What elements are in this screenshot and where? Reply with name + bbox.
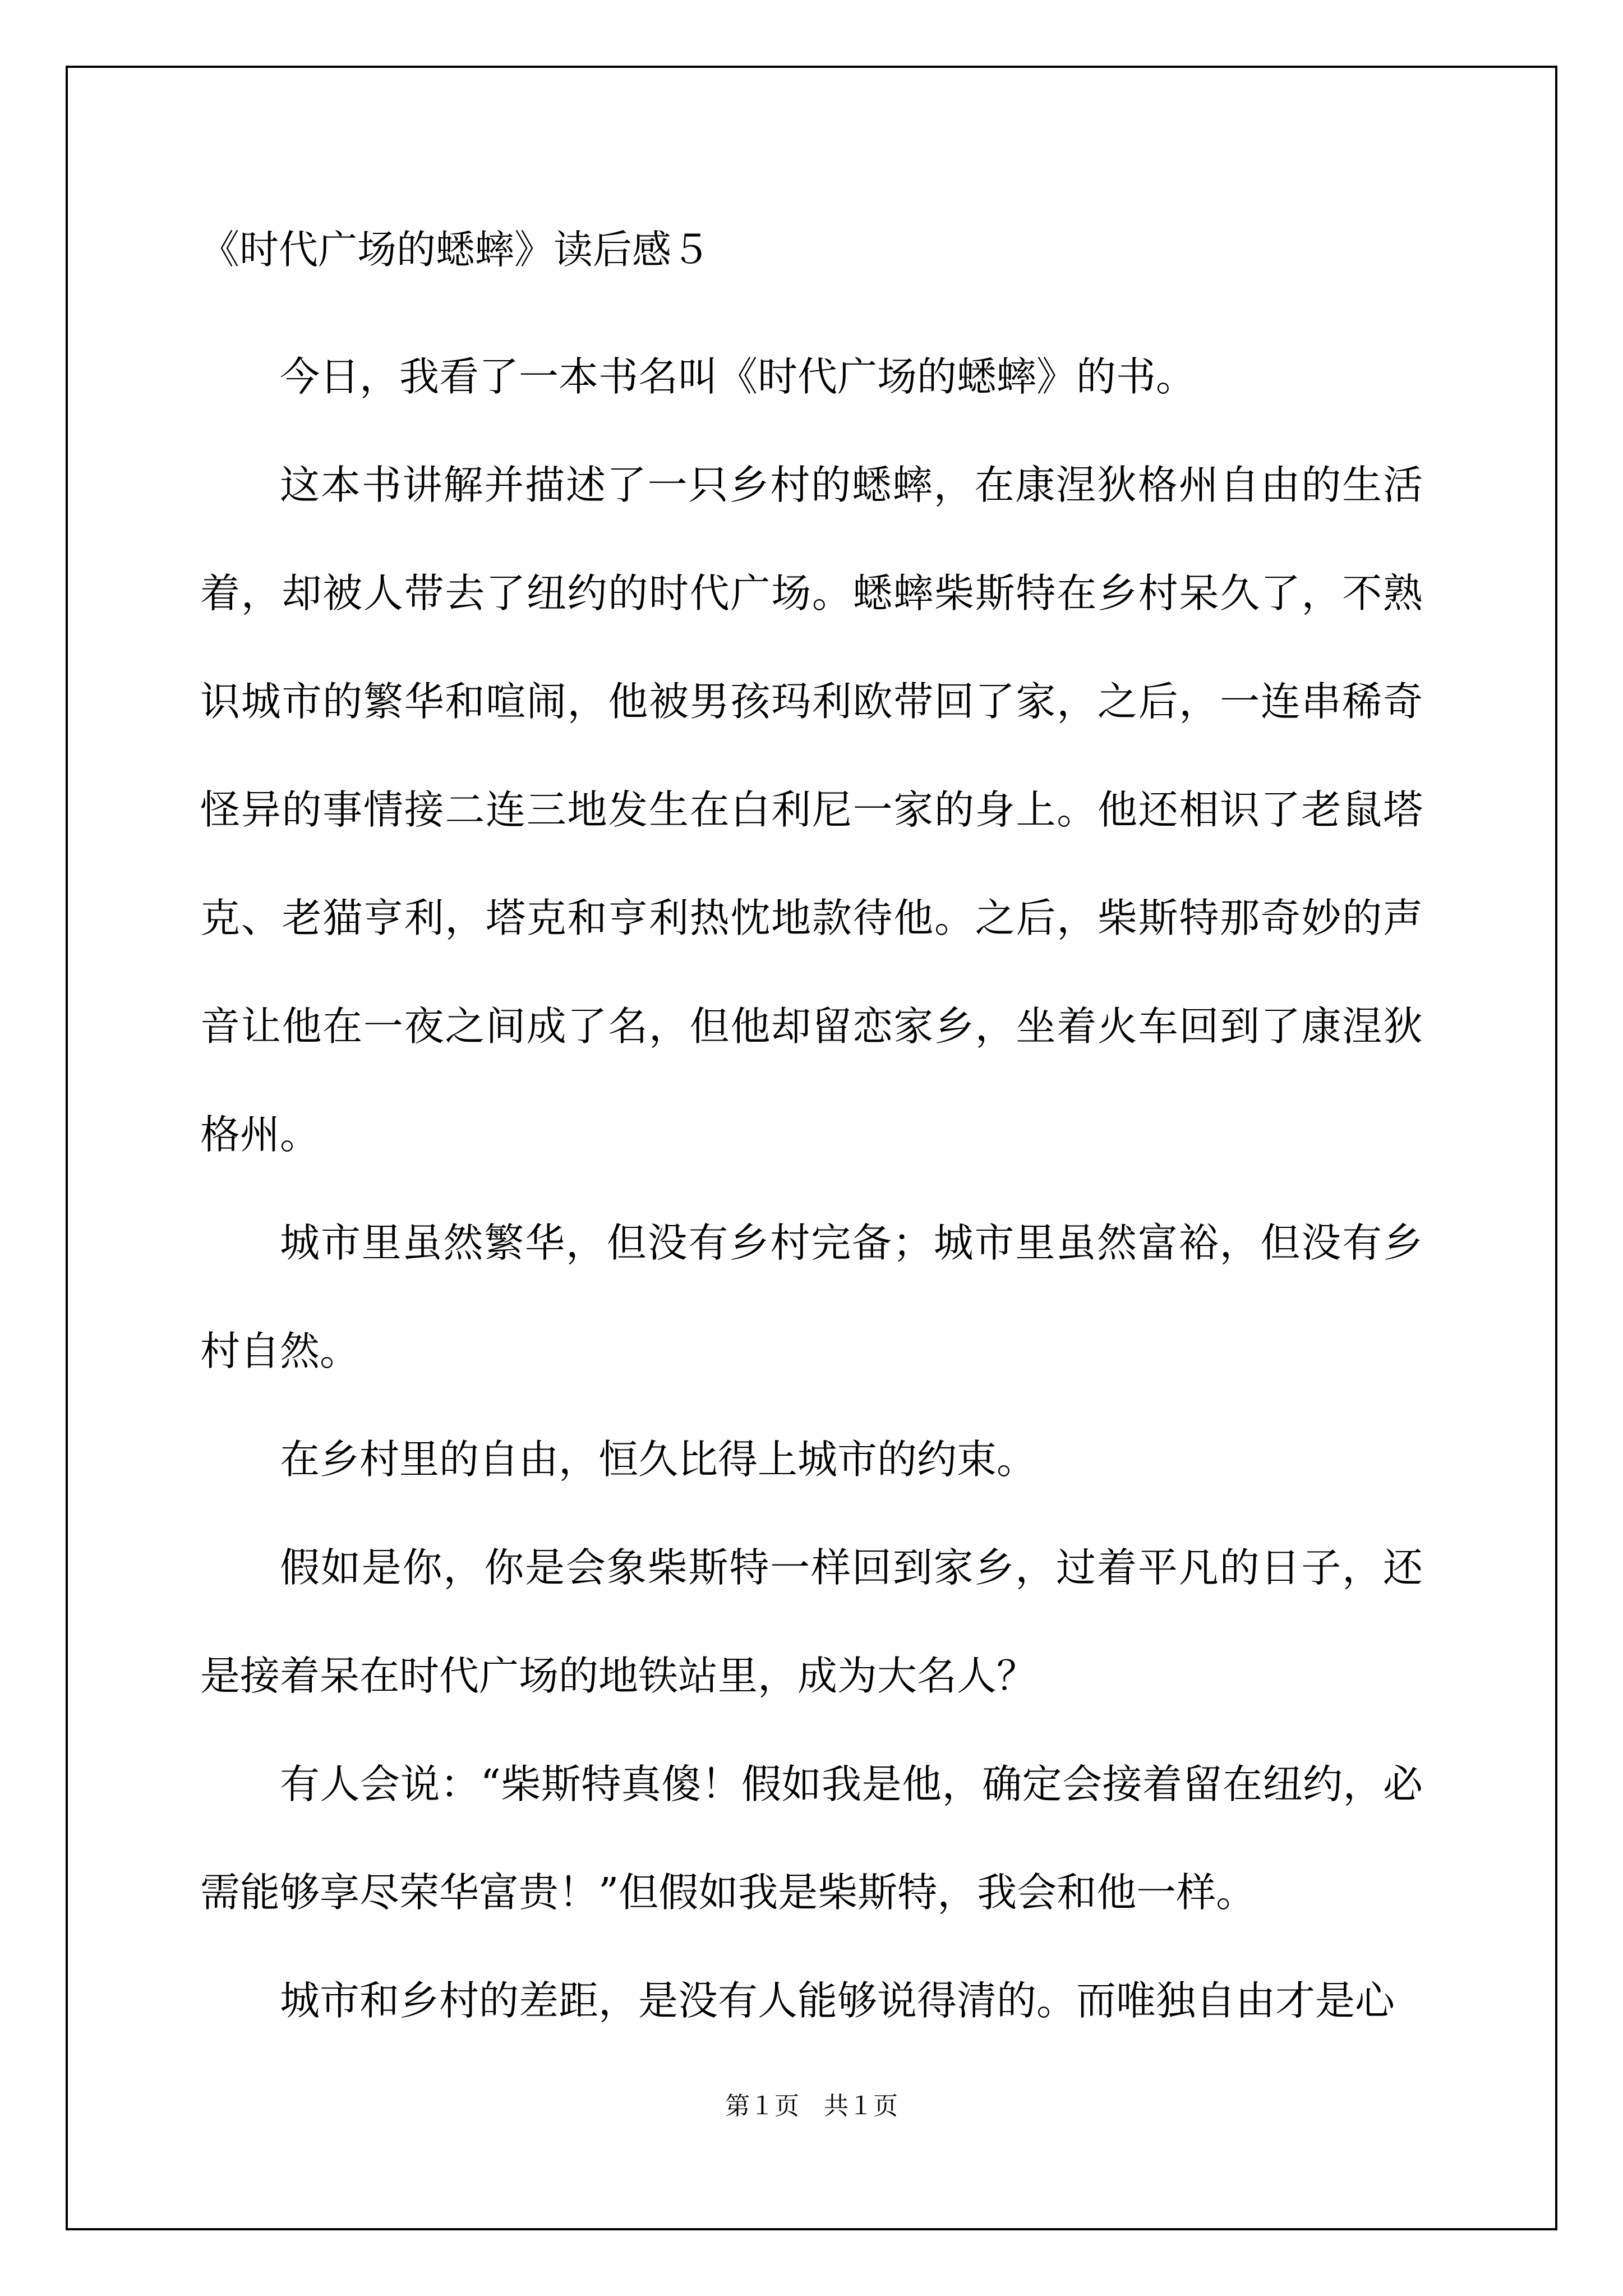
paragraph-1: 今日，我看了一本书名叫《时代广场的蟋蟀》的书。 — [280, 353, 1196, 400]
paragraph-7: 城市和乡村的差距，是没有人能够说得清的。而唯独自由才是心 — [280, 1977, 1395, 2024]
paragraph-2: 这本书讲解并描述了一只乡村的蟋蟀，在康涅狄格州自由的生活着，却被人带去了纽约的时代广场。蟋蟀柴斯特在乡村呆久了，不熟识城市的繁华和喧闹，他被男孩玛利欧带回了家，之后，一连串稀奇怪异的事情接二连三地发生在白利尼一家的身上。他还相识了老鼠塔克、老猫亨利，塔克和亨利热忱地款待他。之后，柴斯特那奇妙的声音让他在一夜之间成了名，但他却留恋家乡，坐着火车回到了康涅狄格州。 — [200, 462, 1423, 1158]
page-footer: 第１页 共１页 — [725, 2092, 898, 2120]
document-title: 《时代广场的蟋蟀》读后感５ — [200, 227, 711, 273]
paragraph-6: 有人会说：“柴斯特真傻！假如我是他，确定会接着留在纽约，必需能够享尽荣华富贵！”但假如我是柴斯特，我会和他一样。 — [200, 1761, 1423, 1916]
document-body — [200, 222, 1423, 2055]
paragraph-5: 假如是你，你是会象柴斯特一样回到家乡，过着平凡的日子，还是接着呆在时代广场的地铁站里，成为大名人？ — [200, 1544, 1423, 1699]
paragraph-4: 在乡村里的自由，恒久比得上城市的约束。 — [280, 1436, 1037, 1483]
paragraph-3: 城市里虽然繁华，但没有乡村完备；城市里虽然富裕，但没有乡村自然。 — [200, 1220, 1423, 1374]
